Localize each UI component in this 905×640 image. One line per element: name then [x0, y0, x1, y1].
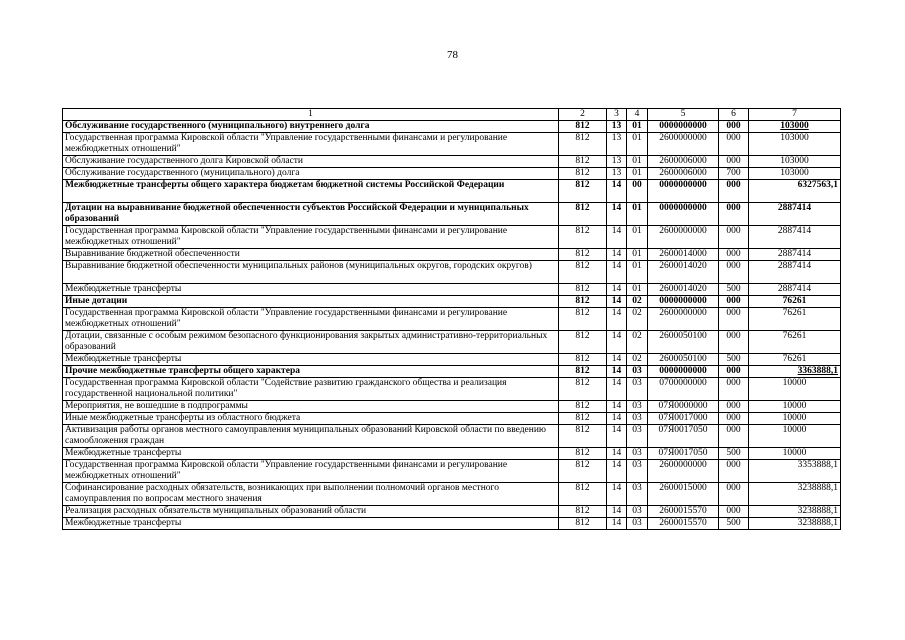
- row-col4: 03: [627, 483, 648, 506]
- row-col3: 14: [607, 506, 627, 518]
- row-name: Обслуживание государственного долга Кировской области: [63, 156, 559, 168]
- row-col5: 2600000000: [648, 133, 719, 156]
- row-col5: 2600050100: [648, 331, 719, 354]
- row-col4: 02: [627, 331, 648, 354]
- row-col6: 000: [719, 506, 749, 518]
- row-col5: 0000000000: [648, 121, 719, 133]
- row-col2: 812: [559, 518, 607, 530]
- row-col6: 000: [719, 425, 749, 448]
- row-name: Иные дотации: [63, 296, 559, 308]
- row-col6: 000: [719, 366, 749, 378]
- row-col2: 812: [559, 180, 607, 203]
- row-col5: 0000000000: [648, 203, 719, 226]
- row-col5: 2600006000: [648, 156, 719, 168]
- row-name: Дотации на выравнивание бюджетной обеспеченности субъектов Российской Федерации и муниципальных образований: [63, 203, 559, 226]
- row-col6: 000: [719, 308, 749, 331]
- row-col2: 812: [559, 413, 607, 425]
- table-row: [63, 518, 841, 530]
- row-name: Обслуживание государственного (муниципального) внутреннего долга: [63, 121, 559, 133]
- row-col5: 2600006000: [648, 168, 719, 180]
- table-row: [63, 203, 841, 226]
- row-col5: 2600015570: [648, 506, 719, 518]
- row-col5: 2600050100: [648, 354, 719, 366]
- row-col2: 812: [559, 226, 607, 249]
- row-col5: 2600000000: [648, 460, 719, 483]
- table-row: [63, 460, 841, 483]
- page-number: 78: [447, 49, 458, 61]
- row-name: Софинансирование расходных обязательств, возникающих при выполнении полномочий органов местного самоуправления по вопросам местного значения: [63, 483, 559, 506]
- row-col3: 14: [607, 483, 627, 506]
- row-col3: 14: [607, 460, 627, 483]
- row-col5: 2600015000: [648, 483, 719, 506]
- row-col7: 3238888,1: [749, 518, 841, 530]
- row-name: Активизация работы органов местного самоуправления муниципальных образований Кировской области по введению самообложения граждан: [63, 425, 559, 448]
- row-col5: 07Я0017000: [648, 413, 719, 425]
- row-col3: 14: [607, 366, 627, 378]
- table-row: [63, 483, 841, 506]
- table-row: [63, 331, 841, 354]
- row-col6: 000: [719, 203, 749, 226]
- row-col6: 000: [719, 121, 749, 133]
- row-col2: 812: [559, 261, 607, 284]
- row-col2: 812: [559, 354, 607, 366]
- table-row: [63, 133, 841, 156]
- row-col5: 07Я0000000: [648, 401, 719, 413]
- row-col2: 812: [559, 425, 607, 448]
- row-col4: 03: [627, 448, 648, 460]
- row-col2: 812: [559, 378, 607, 401]
- row-col4: 01: [627, 121, 648, 133]
- row-col4: 03: [627, 425, 648, 448]
- row-col7: 2887414: [749, 203, 841, 226]
- row-col5: 2600000000: [648, 308, 719, 331]
- row-name: Государственная программа Кировской области "Содействие развитию гражданского общества и реализация государственной национальной политики": [63, 378, 559, 401]
- row-col6: 000: [719, 249, 749, 261]
- row-col4: 01: [627, 226, 648, 249]
- row-col3: 14: [607, 354, 627, 366]
- row-col4: 02: [627, 308, 648, 331]
- row-col5: 2600015570: [648, 518, 719, 530]
- row-col3: 14: [607, 203, 627, 226]
- row-col6: 000: [719, 460, 749, 483]
- header-cell-5: 5: [648, 109, 719, 121]
- row-col5: 07Я0017050: [648, 448, 719, 460]
- row-col4: 01: [627, 168, 648, 180]
- row-col7: 76261: [749, 296, 841, 308]
- row-col2: 812: [559, 460, 607, 483]
- row-col6: 000: [719, 156, 749, 168]
- row-col6: 000: [719, 180, 749, 203]
- row-col5: 0700000000: [648, 378, 719, 401]
- row-col5: 2600014020: [648, 284, 719, 296]
- row-col7: 76261: [749, 354, 841, 366]
- table-row: [63, 506, 841, 518]
- row-col2: 812: [559, 156, 607, 168]
- row-col6: 700: [719, 168, 749, 180]
- row-col7: 3353888,1: [749, 460, 841, 483]
- row-col4: 03: [627, 506, 648, 518]
- row-col5: 2600014020: [648, 261, 719, 284]
- table-row: [63, 425, 841, 448]
- row-col4: 03: [627, 378, 648, 401]
- header-cell-4: 4: [627, 109, 648, 121]
- row-col6: 000: [719, 413, 749, 425]
- row-col6: 000: [719, 133, 749, 156]
- row-col7: 10000: [749, 448, 841, 460]
- table-row: [63, 168, 841, 180]
- row-col4: 01: [627, 261, 648, 284]
- row-col3: 13: [607, 156, 627, 168]
- row-col3: 14: [607, 284, 627, 296]
- row-col7: 10000: [749, 413, 841, 425]
- row-col6: 000: [719, 226, 749, 249]
- row-col4: 03: [627, 401, 648, 413]
- row-name: Государственная программа Кировской области "Управление государственными финансами и регулирование межбюджетных отношений": [63, 308, 559, 331]
- row-col6: 500: [719, 518, 749, 530]
- row-name: Государственная программа Кировской области "Управление государственными финансами и регулирование межбюджетных отношений": [63, 133, 559, 156]
- row-col3: 14: [607, 401, 627, 413]
- row-col7: 2887414: [749, 284, 841, 296]
- row-col3: 14: [607, 448, 627, 460]
- row-col7: 10000: [749, 425, 841, 448]
- row-col7: 2887414: [749, 249, 841, 261]
- row-col7: 103000: [749, 133, 841, 156]
- table-row: [63, 378, 841, 401]
- row-name: Обслуживание государственного (муниципального) долга: [63, 168, 559, 180]
- row-col3: 14: [607, 226, 627, 249]
- row-col6: 000: [719, 296, 749, 308]
- row-col5: 07Я0017050: [648, 425, 719, 448]
- row-name: Межбюджетные трансферты: [63, 518, 559, 530]
- row-col4: 00: [627, 180, 648, 203]
- row-col7: 10000: [749, 378, 841, 401]
- row-col4: 02: [627, 296, 648, 308]
- row-col3: 14: [607, 331, 627, 354]
- table-row: [63, 121, 841, 133]
- table-row: [63, 296, 841, 308]
- row-col5: 0000000000: [648, 296, 719, 308]
- row-col2: 812: [559, 448, 607, 460]
- row-col3: 14: [607, 180, 627, 203]
- row-col7: 103000: [749, 121, 841, 133]
- budget-table: [62, 108, 841, 530]
- table-row: [63, 226, 841, 249]
- row-col3: 13: [607, 133, 627, 156]
- row-col7: 3238888,1: [749, 483, 841, 506]
- row-name: Выравнивание бюджетной обеспеченности муниципальных районов (муниципальных округов, городских округов): [63, 261, 559, 284]
- row-col4: 01: [627, 284, 648, 296]
- row-col2: 812: [559, 296, 607, 308]
- table-row: [63, 261, 841, 284]
- row-name: Межбюджетные трансферты: [63, 284, 559, 296]
- row-col2: 812: [559, 168, 607, 180]
- table-body: [63, 121, 841, 530]
- row-name: Мероприятия, не вошедшие в подпрограммы: [63, 401, 559, 413]
- row-col3: 14: [607, 308, 627, 331]
- row-name: Дотации, связанные с особым режимом безопасного функционирования закрытых административно-территориальных образований: [63, 331, 559, 354]
- row-col7: 10000: [749, 401, 841, 413]
- header-cell-6: 6: [719, 109, 749, 121]
- table-row: [63, 308, 841, 331]
- row-col4: 01: [627, 203, 648, 226]
- table-row: [63, 249, 841, 261]
- row-col3: 13: [607, 168, 627, 180]
- row-col7: 3238888,1: [749, 506, 841, 518]
- row-col3: 14: [607, 413, 627, 425]
- row-col2: 812: [559, 121, 607, 133]
- row-col4: 01: [627, 249, 648, 261]
- header-cell-7: 7: [749, 109, 841, 121]
- row-col5: 2600000000: [648, 226, 719, 249]
- row-col2: 812: [559, 308, 607, 331]
- row-col2: 812: [559, 366, 607, 378]
- table-row: [63, 284, 841, 296]
- row-col7: 2887414: [749, 261, 841, 284]
- row-col7: 76261: [749, 308, 841, 331]
- table-row: [63, 448, 841, 460]
- row-col2: 812: [559, 331, 607, 354]
- row-col2: 812: [559, 203, 607, 226]
- row-col3: 14: [607, 425, 627, 448]
- row-col2: 812: [559, 249, 607, 261]
- row-col2: 812: [559, 401, 607, 413]
- row-col7: 103000: [749, 156, 841, 168]
- row-col3: 14: [607, 378, 627, 401]
- row-col4: 01: [627, 133, 648, 156]
- row-name: Межбюджетные трансферты: [63, 354, 559, 366]
- header-cell-1: 1: [63, 109, 559, 121]
- row-col7: 76261: [749, 331, 841, 354]
- row-name: Выравнивание бюджетной обеспеченности: [63, 249, 559, 261]
- row-col2: 812: [559, 506, 607, 518]
- row-col4: 03: [627, 366, 648, 378]
- row-col6: 500: [719, 354, 749, 366]
- table-row: [63, 354, 841, 366]
- header-cell-2: 2: [559, 109, 607, 121]
- row-col6: 000: [719, 401, 749, 413]
- row-col2: 812: [559, 284, 607, 296]
- row-col5: 0000000000: [648, 180, 719, 203]
- row-col3: 14: [607, 296, 627, 308]
- row-col6: 000: [719, 331, 749, 354]
- row-col4: 03: [627, 413, 648, 425]
- row-col7: 3363888,1: [749, 366, 841, 378]
- row-name: Межбюджетные трансферты общего характера бюджетам бюджетной системы Российской Федерации: [63, 180, 559, 203]
- row-name: Иные межбюджетные трансферты из областного бюджета: [63, 413, 559, 425]
- row-col3: 13: [607, 121, 627, 133]
- row-col5: 0000000000: [648, 366, 719, 378]
- table-row: [63, 180, 841, 203]
- header-cell-3: 3: [607, 109, 627, 121]
- row-col7: 6327563,1: [749, 180, 841, 203]
- table-row: [63, 156, 841, 168]
- table-row: [63, 413, 841, 425]
- row-col4: 02: [627, 354, 648, 366]
- table-row: [63, 401, 841, 413]
- row-name: Прочие межбюджетные трансферты общего характера: [63, 366, 559, 378]
- row-name: Межбюджетные трансферты: [63, 448, 559, 460]
- row-col7: 103000: [749, 168, 841, 180]
- row-col3: 14: [607, 518, 627, 530]
- row-col6: 500: [719, 448, 749, 460]
- table-header-row: [63, 109, 841, 121]
- table-row: [63, 366, 841, 378]
- row-name: Государственная программа Кировской области "Управление государственными финансами и регулирование межбюджетных отношений": [63, 226, 559, 249]
- row-col2: 812: [559, 133, 607, 156]
- row-col7: 2887414: [749, 226, 841, 249]
- row-name: Реализация расходных обязательств муниципальных образований области: [63, 506, 559, 518]
- row-col6: 500: [719, 284, 749, 296]
- row-col6: 000: [719, 483, 749, 506]
- row-col5: 2600014000: [648, 249, 719, 261]
- row-name: Государственная программа Кировской области "Управление государственными финансами и регулирование межбюджетных отношений": [63, 460, 559, 483]
- row-col2: 812: [559, 483, 607, 506]
- row-col4: 03: [627, 460, 648, 483]
- row-col3: 14: [607, 249, 627, 261]
- row-col3: 14: [607, 261, 627, 284]
- row-col6: 000: [719, 378, 749, 401]
- row-col4: 01: [627, 156, 648, 168]
- row-col6: 000: [719, 261, 749, 284]
- row-col4: 03: [627, 518, 648, 530]
